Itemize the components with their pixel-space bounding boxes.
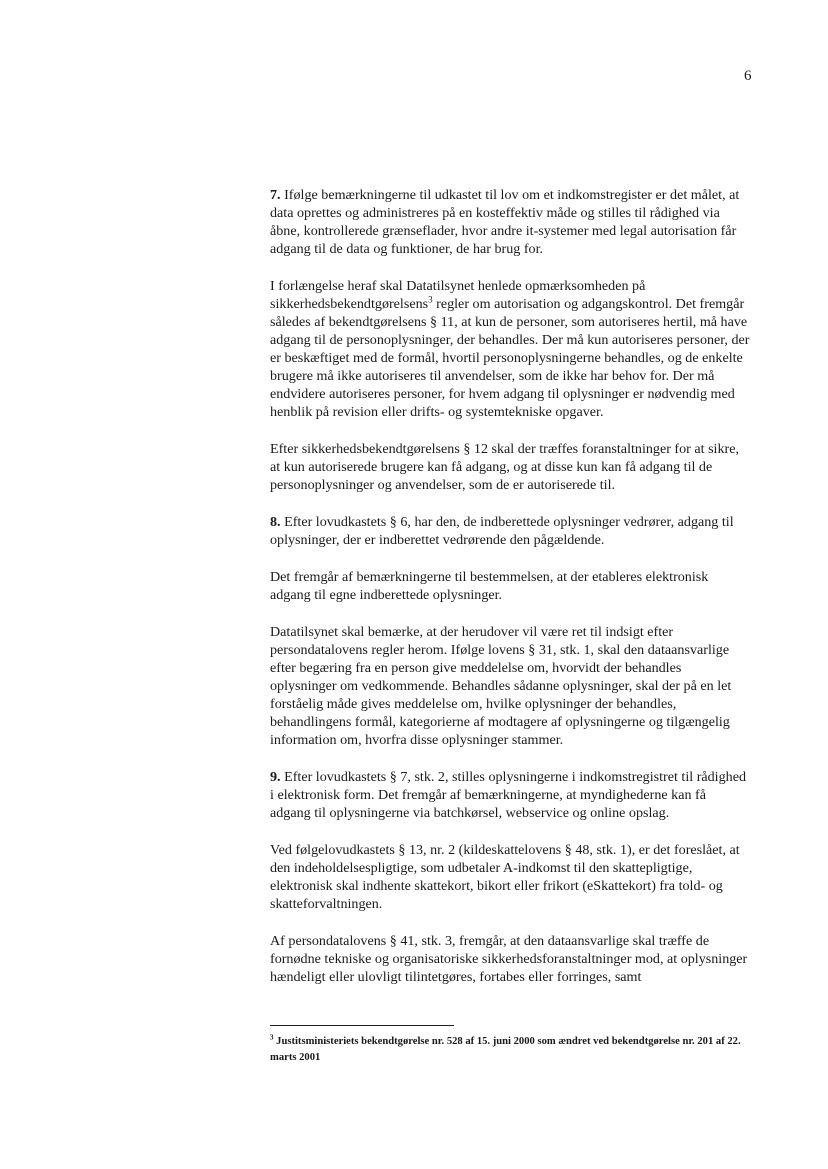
- footnote-divider: [270, 1025, 454, 1026]
- paragraph-eskattekort: Ved følgelovudkastets § 13, nr. 2 (kildeskattelovens § 48, stk. 1), er det foreslået, at den indeholdelsespligtige, som udbetaler A-indkomst til den skattepligtige, elektronisk skal indhente skattekort, bikort eller frikort (eSkattekort) fra told- og skatteforvaltningen.: [270, 842, 740, 912]
- footnote-reference: 3: [428, 294, 433, 305]
- paragraph-41-stk-3: Af persondatalovens § 41, stk. 3, fremgår, at den dataansvarlige skal træffe de fornødne tekniske og organisatoriske sikkerhedsforanstaltninger mod, at oplysninger hændeligt eller ulovligt tilintetgøres, fortabes eller forringes, samt: [270, 933, 748, 985]
- paragraph-right-of-access: Datatilsynet skal bemærke, at der herudover vil være ret til indsigt efter persondatalovens regler herom. Ifølge lovens § 31, stk. 1, skal den dataansvarlige efter begæring fra en person give meddelelse om, hvorvidt der behandles oplysninger om vedkommende. Behandles sådanne oplysninger, skal der på en let forståelig måde gives meddelelse om, hvilke oplysninger der behandles, behandlingens formål, kategorierne af modtagere af oplysningerne og tilgængelig information om, hvorfra disse oplysninger stammer.: [270, 624, 732, 748]
- paragraph-number: 8.: [270, 514, 281, 530]
- paragraph-text: Ifølge bemærkningerne til udkastet til lov om et indkomstregister er det målet, at data oprettes og administreres på en kosteffektiv måde og stilles til rådighed via åbne, kontrollerede grænseflader, hvor andre it-systemer med legal autorisation får adgang til de data og funktioner, de har brug for.: [270, 187, 740, 257]
- paragraph-7: [270, 186, 750, 258]
- paragraph-number: 9.: [270, 769, 281, 785]
- footnote: [270, 1034, 750, 1066]
- document-body: [270, 186, 750, 1005]
- paragraph-9: [270, 768, 750, 822]
- paragraph-number: 7.: [270, 187, 281, 203]
- paragraph-text-start: I forlængelse heraf skal Datatilsynet henlede opmærksomheden på sikkerhedsbekendtgørelsens: [270, 278, 646, 312]
- page-number: 6: [744, 68, 752, 84]
- paragraph-text-end: regler om autorisation og adgangskontrol. Det fremgår således af bekendtgørelsens § 11, at kun de personer, som autoriseres hertil, må have adgang til de personoplysninger, der behandles. Der må kun autoriseres personer, der er beskæftiget med de formål, hvortil personoplysningerne behandles, og de enkelte brugere må ikke autoriseres til anvendelser, som de ikke har behov for. Der må endvidere autoriseres personer, for hvem adgang til oplysninger er nødvendig med henblik på revision eller drifts- og systemtekniske opgaver.: [270, 296, 750, 420]
- paragraph-8: [270, 513, 750, 549]
- paragraph-text: Efter lovudkastets § 6, har den, de indberettede oplysninger vedrører, adgang til oplysninger, der er indberettet vedrørende den pågældende.: [270, 514, 734, 548]
- footnote-marker: 3: [270, 1033, 274, 1042]
- footnote-text: Justitsministeriets bekendtgørelse nr. 528 af 15. juni 2000 som ændret ved bekendtgørelse nr. 201 af 22. marts 2001: [270, 1036, 741, 1063]
- paragraph-authorisation: [270, 277, 750, 421]
- paragraph-text: Efter lovudkastets § 7, stk. 2, stilles oplysningerne i indkomstregistret til rådighed i elektronisk form. Det fremgår af bemærkningerne, at myndighederne kan få adgang til oplysningerne via batchkørsel, webservice og online opslag.: [270, 769, 746, 821]
- paragraph-security-12: Efter sikkerhedsbekendtgørelsens § 12 skal der træffes foranstaltninger for at sikre, at kun autoriserede brugere kan få adgang, og at disse kun kan få adgang til de personoplysninger og anvendelser, som de er autoriserede til.: [270, 441, 739, 493]
- paragraph-electronic-access: Det fremgår af bemærkningerne til bestemmelsen, at der etableres elektronisk adgang til egne indberettede oplysninger.: [270, 569, 709, 603]
